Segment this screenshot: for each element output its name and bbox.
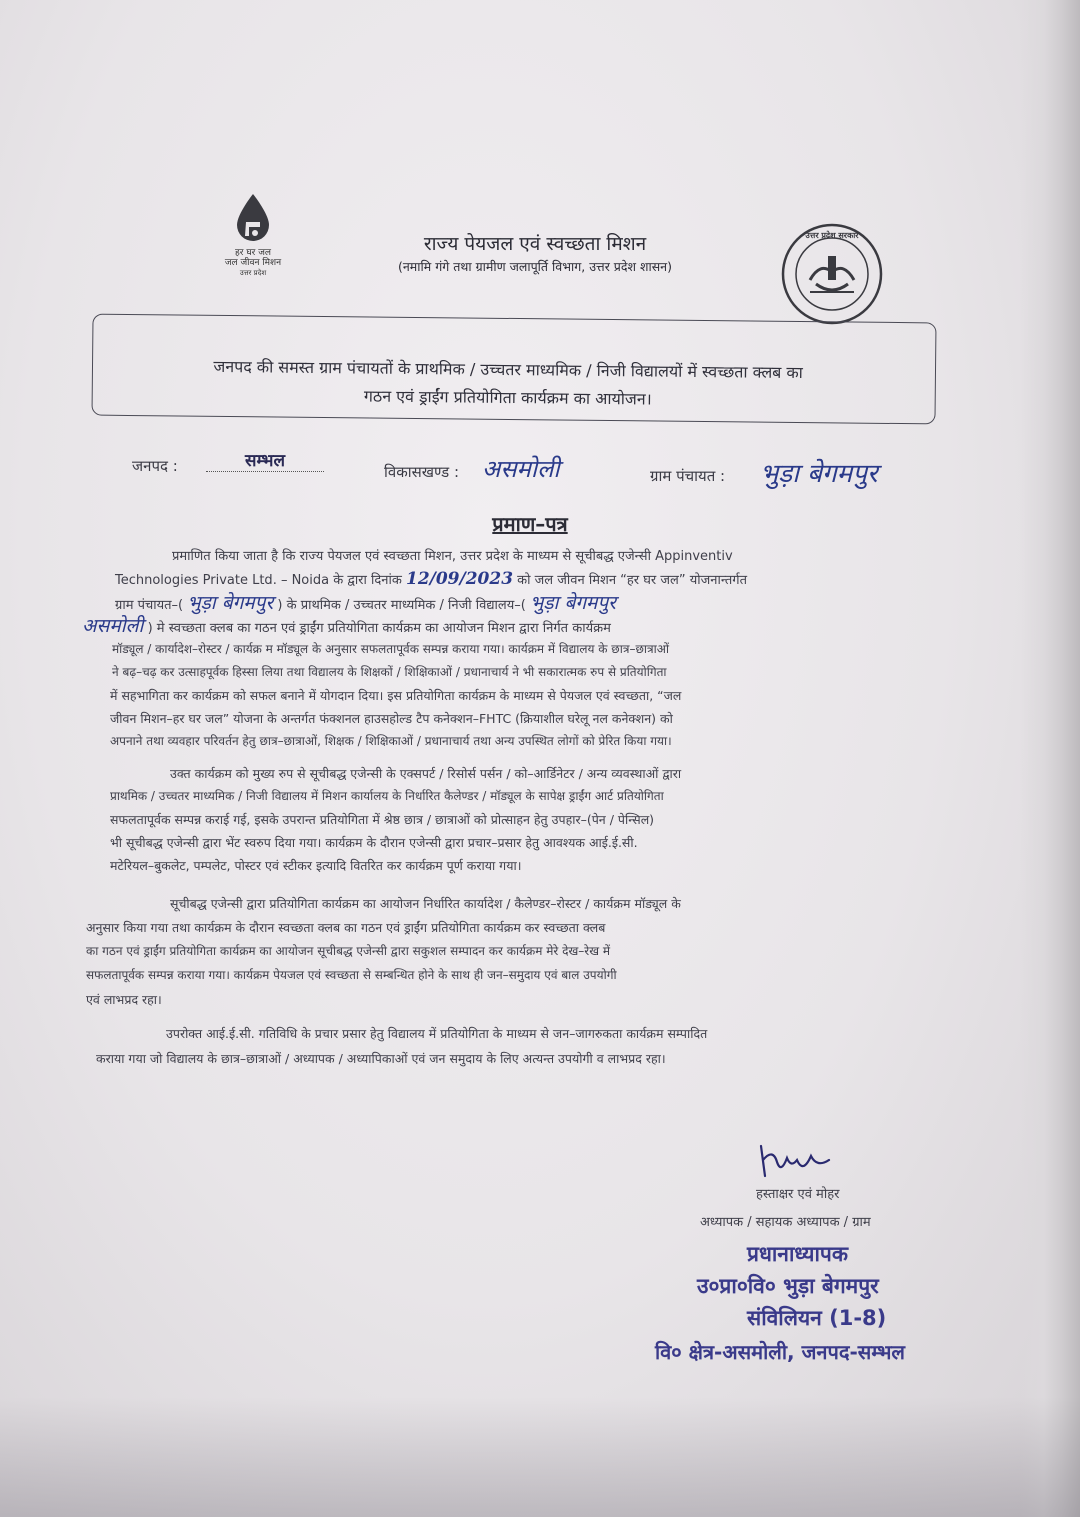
p2-line-3: सफलतापूर्वक सम्पन्न कराई गई, इसके उपरान्त प्रतियोगिता में श्रेष्ठ छात्र / छात्राओं को प्रोत्साहन हेतु उपहार–(पेन / पेन्सिल): [110, 812, 655, 827]
p1-line-1: प्रमाणित किया जाता है कि राज्य पेयजल एवं स्वच्छता मिशन, उत्तर प्रदेश के माध्यम से सूचीबद्ध एजेन्सी Appinventiv: [172, 549, 733, 564]
up-government-seal: [780, 222, 884, 326]
p1-date: 12/09/2023: [405, 569, 514, 589]
paper-stack-edge: [1020, 0, 1080, 1517]
p2-line-5: मटेरियल–बुकलेट, पम्पलेट, पोस्टर एवं स्टीकर इत्यादि वितरित कर कार्यक्रम पूर्ण कराया गया।: [110, 858, 522, 873]
p1-line-7: में सहभागिता कर कार्यक्रम को सफल बनाने में योगदान दिया। इस प्रतियोगिता कार्यक्रम के माध्यम से पेयजल एवं स्वच्छता, “जल: [110, 688, 682, 703]
p1-block-value: असमोली: [82, 615, 144, 637]
topic-line-1: जनपद की समस्त ग्राम पंचायतों के प्राथमिक / उच्चतर माध्यमिक / निजी विद्यालयों में स्वच्छता क्लब का: [213, 356, 803, 383]
p1-school-value: भुड़ा बेगमपुर: [529, 592, 616, 614]
topic-line-2: गठन एवं ड्राईंग प्रतियोगिता कार्यक्रम का आयोजन।: [363, 386, 652, 409]
p1-line-6: ने बढ़–चढ़ कर उत्साहपूर्वक हिस्सा लिया तथा विद्यालय के शिक्षकों / शिक्षिकाओं / प्रधानाचार्य ने भी सकारात्मक रुप से प्रतियोगिता: [112, 665, 667, 679]
seal-text: उत्तर प्रदेश सरकार: [805, 231, 859, 240]
p1-line-2: [115, 568, 975, 592]
gp-value: भुड़ा बेगमपुर: [760, 459, 878, 489]
har-ghar-jal-logo: [212, 192, 294, 288]
p1-gp-value: भुड़ा बेगमपुर: [187, 592, 274, 614]
p4-line-2: कराया गया जो विद्यालय के छात्र–छात्राओं / अध्यापक / अध्यापिकाओं एवं जन समुदाय के लिए अत्यन्त उपयोगी व लाभप्रद रहा।: [96, 1051, 666, 1066]
stamp-line-2: उ०प्रा०वि० भुड़ा बेगमपुर: [697, 1274, 879, 1298]
p1-line-3: [115, 592, 975, 617]
mission-title: राज्य पेयजल एवं स्वच्छता मिशन: [423, 233, 647, 255]
stamp-line-4: वि० क्षेत्र-असमोली, जनपद-सम्भल: [655, 1340, 905, 1364]
p1-line-4-text: ) मे स्वच्छता क्लब का गठन एवं ड्राईंग प्रतियोगिता कार्यक्रम का आयोजन मिशन द्वारा निर्गत कार्यक्रम: [147, 621, 611, 636]
logo-left-line-3: उत्तर प्रदेश: [239, 269, 267, 277]
p1-line-2-end: को जल जीवन मिशन “हर घर जल” योजनान्तर्गत: [517, 573, 747, 588]
water-drop-icon: [231, 192, 275, 244]
stamp-line-1: प्रधानाध्यापक: [747, 1242, 848, 1266]
p3-line-3: का गठन एवं ड्राईंग प्रतियोगिता कार्यक्रम का आयोजन सूचीबद्ध एजेन्सी द्वारा सकुशल सम्पादन कर कार्यक्रम मेरे देख–रेख में: [86, 944, 611, 958]
p1-line-3-start: ग्राम पंचायत–(: [115, 598, 184, 613]
p2-line-2: प्राथमिक / उच्चतर माध्यमिक / निजी विद्यालय में मिशन कार्यालय के निर्धारित कैलेण्डर / मॉड्यूल के सापेक्ष ड्राईंग आर्ट प्रतियोगिता: [110, 789, 664, 803]
logo-left-line-2: जल जीवन मिशन: [224, 258, 282, 268]
p1-line-2-start: Technologies Private Ltd. – Noida के द्वारा दिनांक: [115, 573, 402, 588]
p1-line-4: [82, 615, 972, 640]
mission-subtitle: (नमामि गंगे तथा ग्रामीण जलापूर्ति विभाग, उत्तर प्रदेश शासन): [397, 259, 672, 274]
janpad-field: [206, 448, 324, 472]
signature-role: अध्यापक / सहायक अध्यापक / ग्राम: [700, 1215, 871, 1230]
p1-line-9: अपनाने तथा व्यवहार परिवर्तन हेतु छात्र–छात्राओं, शिक्षक / शिक्षिकाओं / प्रधानाचार्य तथा अन्य उपस्थित लोगों को प्रेरित किया गया।: [110, 734, 672, 748]
p1-line-5: मॉड्यूल / कार्यादेश–रोस्टर / कार्यक्र म मॉड्यूल के अनुसार सफलतापूर्वक सम्पन्न कराया गया। कार्यक्रम में विद्यालय के छात्र–छात्राओं: [112, 642, 669, 656]
topic-text: [108, 352, 909, 416]
p3-line-2: अनुसार किया गया तथा कार्यक्रम के दौरान स्वच्छता क्लब का गठन एवं ड्राईंग प्रतियोगिता कार्यक्रम कर स्वच्छता क्लब: [86, 920, 606, 935]
p3-line-5: एवं लाभप्रद रहा।: [86, 992, 162, 1007]
certificate-title: प्रमाण–पत्र: [492, 512, 568, 536]
block-value: असमोली: [482, 455, 560, 483]
signature-label: हस्ताक्षर एवं मोहर: [756, 1187, 840, 1202]
block-label: विकासखण्ड :: [384, 463, 460, 481]
headmaster-stamp: [655, 1240, 985, 1365]
p4-line-1: उपरोक्त आई.ई.सी. गतिविधि के प्रचार प्रसार हेतु विद्यालय में प्रतियोगिता के माध्यम से जन–जागरुकता कार्यक्रम सम्पादित: [166, 1026, 708, 1041]
p2-line-4: भी सूचीबद्ध एजेन्सी द्वारा भेंट स्वरुप दिया गया। कार्यक्रम के दौरान एजेन्सी द्वारा प्रचार–प्रसार हेतु आवश्यक आई.ई.सी.: [110, 835, 638, 850]
p2-line-1: उक्त कार्यक्रम को मुख्य रुप से सूचीबद्ध एजेन्सी के एक्सपर्ट / रिसोर्स पर्सन / को–आर्डिनेटर / अन्य व्यवस्थाओं द्वारा: [170, 766, 682, 781]
p3-line-1: सूचीबद्ध एजेन्सी द्वारा प्रतियोगिता कार्यक्रम का आयोजन निर्धारित कार्यादेश / कैलेण्डर–रोस्टर / कार्यक्रम मॉड्यूल के: [170, 896, 681, 911]
bottom-shadow: [0, 1397, 1080, 1517]
janpad-label: जनपद :: [132, 457, 178, 475]
p3-line-4: सफलतापूर्वक सम्पन्न कराया गया। कार्यक्रम पेयजल एवं स्वच्छता से सम्बन्धित होने के साथ ही जन–समुदाय एवं बाल उपयोगी: [86, 968, 617, 982]
stamp-line-3: संविलियन (1-8): [747, 1306, 887, 1330]
logo-left-line-1: हर घर जल: [235, 248, 271, 258]
signature-scribble: [755, 1138, 835, 1182]
janpad-value: सम्भल: [206, 448, 324, 472]
gp-label: ग्राम पंचायत :: [650, 467, 726, 485]
p1-line-3-mid: ) के प्राथमिक / उच्चतर माध्यमिक / निजी विद्यालय–(: [277, 598, 526, 613]
p1-line-8: जीवन मिशन–हर घर जल” योजना के अन्तर्गत फंक्शनल हाउसहोल्ड टैप कनेक्शन–FHTC (क्रियाशील घरेलू नल कनेक्शन) को: [110, 711, 673, 726]
